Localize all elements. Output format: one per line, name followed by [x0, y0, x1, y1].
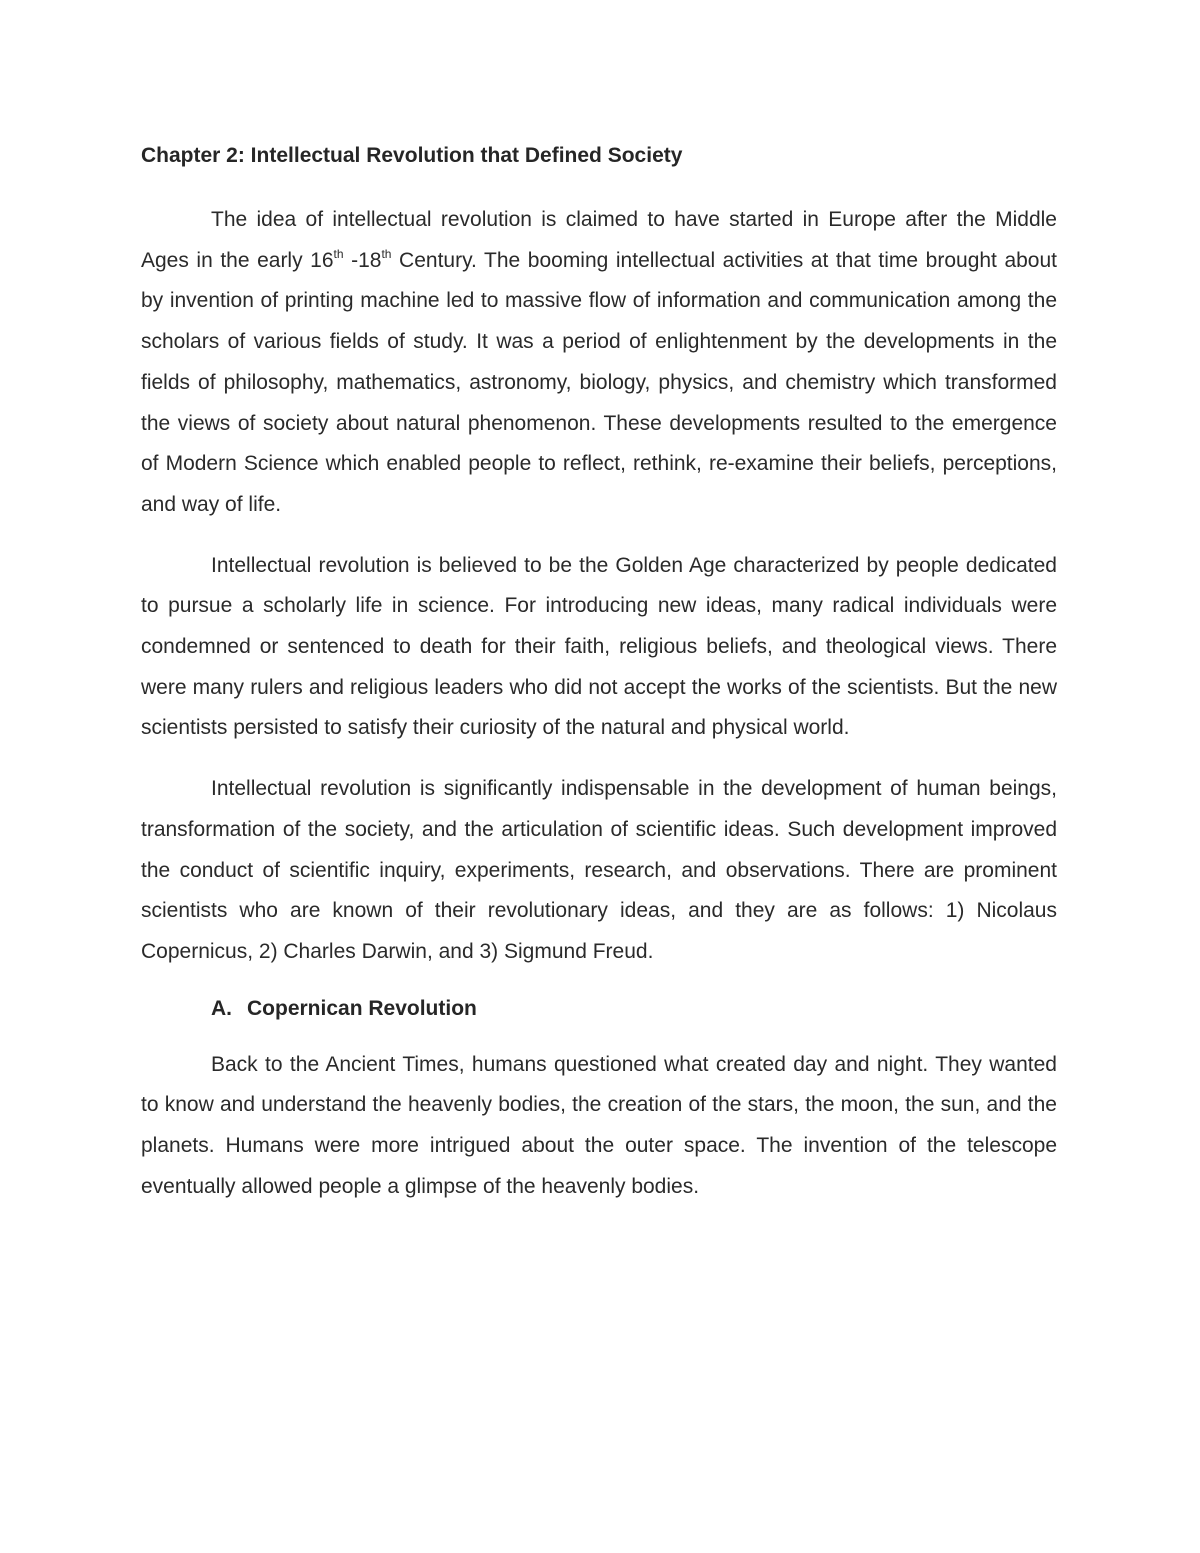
section-heading-a	[211, 993, 1057, 1025]
paragraph-intro-part1: The idea of intellectual revolution is claimed to have started in Europe after the Middle Ages in the early 16	[141, 208, 1057, 272]
superscript-th-1: th	[333, 246, 344, 261]
paragraph-ancient-times: Back to the Ancient Times, humans questioned what created day and night. They wanted to know and understand the heavenly bodies, the creation of the stars, the moon, the sun, and the planets. Humans were more intrigued about the outer space. The invention of the telescope eventually allowed people a glimpse of the heavenly bodies.	[141, 1052, 1057, 1198]
document-page	[141, 140, 1057, 1227]
superscript-th-2: th	[381, 246, 392, 261]
paragraph-scientists: Intellectual revolution is significantly indispensable in the development of human beings, transformation of the society, and the articulation of scientific ideas. Such development improved the conduct of scientific inquiry, experiments, research, and observations. There are prominent scientists who are known of their revolutionary ideas, and they are as follows: 1) Nicolaus Copernicus, 2) Charles Darwin, and 3) Sigmund Freud.	[141, 777, 1057, 963]
paragraph-golden-age: Intellectual revolution is believed to be the Golden Age characterized by people dedicated to pursue a scholarly life in science. For introducing new ideas, many radical individuals were condemned or sentenced to death for their faith, religious beliefs, and theological views. There were many rulers and religious leaders who did not accept the works of the scientists. But the new scientists persisted to satisfy their curiosity of the natural and physical world.	[141, 553, 1057, 740]
paragraph-intro-part3: Century. The booming intellectual activities at that time brought about by invention of printing machine led to massive flow of information and communication among the scholars of various fields of study. It was a period of enlightenment by the developments in the fields of philosophy, mathematics, astronomy, biology, physics, and chemistry which transformed the views of society about natural phenomenon. These developments resulted to the emergence of Modern Science which enabled people to reflect, rethink, re-examine their beliefs, perceptions, and way of life.	[141, 248, 1057, 516]
paragraph-intro-part2: -18	[343, 248, 382, 272]
paragraph-intro	[141, 200, 1057, 526]
section-title: Copernican Revolution	[247, 996, 477, 1020]
chapter-title: Chapter 2: Intellectual Revolution that Defined Society	[141, 144, 683, 167]
section-letter: A.	[211, 996, 232, 1020]
